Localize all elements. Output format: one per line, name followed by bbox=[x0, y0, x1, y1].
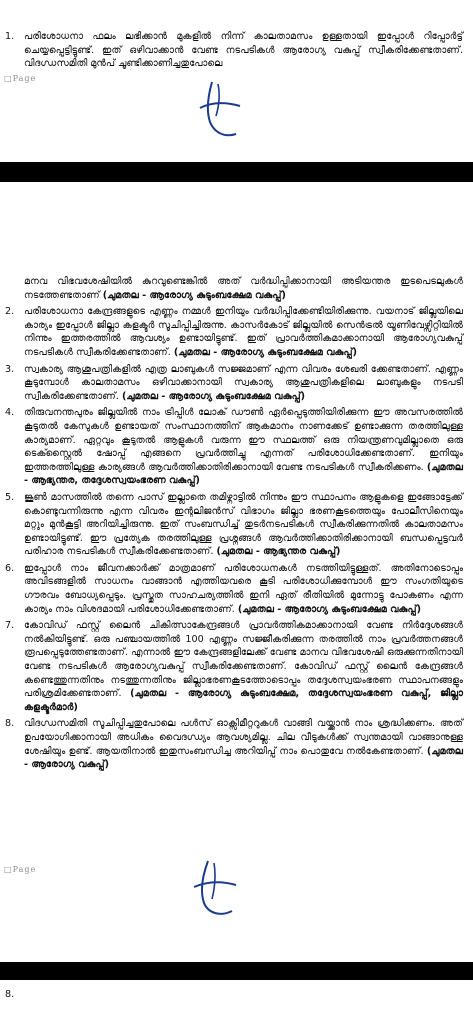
list-item-6 bbox=[0, 562, 473, 616]
document-page-3 bbox=[0, 980, 473, 1024]
item-text: സ്വകാര്യ ആശുപത്രികളിൽ എത്ര ലാബുകൾ സജ്ജമാണ് എന്ന വിവരം ശേഖരി ക്കേണ്ടതാണ്. എണ്ണം കൂടുമ്പോൾ കാലതാമസം ഒഴിവാക്കാനായി സ്വകാര്യ ആശുപത്രികളിലെ ലാബുകളും നടപടി സ്വീകരിക്കേണ്ടതാണ്. bbox=[24, 363, 463, 402]
responsibility-tag: (ചുമതല - ആരോഗ്യ കുടുംബക്ഷേമ വകുപ്പ്) bbox=[121, 390, 306, 402]
item-number: 4. bbox=[5, 407, 15, 419]
item-number: 2. bbox=[5, 306, 15, 318]
numbered-list bbox=[0, 305, 473, 772]
list-item-2 bbox=[0, 305, 473, 359]
signature bbox=[182, 857, 246, 923]
responsibility-tag: (ചുമതല - ആരോഗ്യ വകുപ്പ്) bbox=[24, 745, 463, 771]
item-number: 8. bbox=[5, 718, 15, 730]
page-label: Page bbox=[12, 865, 37, 874]
list-item-1 bbox=[0, 30, 473, 71]
item-number: 7. bbox=[5, 620, 15, 632]
signature bbox=[190, 76, 250, 146]
item-number: 3. bbox=[5, 363, 15, 375]
continuation-text: മനവ വിഭവശേഷിയിൽ കുറവുണ്ടെങ്കിൽ അത് വർദ്ധിപ്പിക്കാനായി അടിയന്തര ഇടപെടലുകൾ നടത്തേണ്ടതാണ് bbox=[24, 276, 463, 301]
item-text: വിദഗ്ധസമിതി സൂചിപ്പിച്ചതുപോലെ പൾസ് ഓക്സിമീറ്ററുകൾ വാങ്ങി വയ്ക്കാൻ നാം ശ്രദ്ധിക്കണം. അത് ഉപയോഗിക്കാനായി അധികം വൈദഗ്ധ്യം ആവശ്യമില്ല. ചില വീടുകൾക്ക് സ്വന്തമായി വാങ്ങാനുള്ള ശേഷിയും ഉണ്ട്. ആയതിനാൽ ഇതുസംബന്ധിച്ച അറിയിപ്പ് നാം പൊതുവേ നൽകേണ്ടതാണ്. bbox=[24, 718, 463, 757]
continuation-paragraph bbox=[0, 275, 473, 302]
list-item-3 bbox=[0, 363, 473, 404]
item-text: ജൂൺ മാസത്തിൽ തന്നെ പാസ് ഇല്ലാതെ തമിഴ്നാട്ടിൽ നിന്നും ഈ സ്ഥാപനം ആളുകളെ ഇങ്ങോട്ടേക്ക് കൊണ്ടുവന്നിരുന്നു എന്ന വിവരം ഇന്റലിജൻസ് വിഭാഗം ജില്ലാ ഭരണകൂടത്തെയും പോലീസിനെയും മറ്റും മുൻകൂട്ടി അറിയിച്ചിരുന്നു. ഇത് സംബന്ധിച്ച് തുടർനടപടികൾ സ്വീകരിക്കുന്നതിൽ കാലതാമസം ഉണ്ടായിട്ടുണ്ട്. ഈ പ്രത്യേക തരത്തിലുള്ള പ്രശ്നങ്ങൾ ആവർത്തിക്കാതിരിക്കാനായി ബന്ധപ്പെട്ടവർ പരിഹാര നടപടികൾ സ്വീകരിക്കേണ്ടതാണ്. bbox=[24, 491, 463, 558]
responsibility-tag: (ചുമതല - ആരോഗ്യ കുടുംബക്ഷേമ വകുപ്പ്) bbox=[102, 289, 286, 301]
responsibility-tag: (ചുമതല - ആരോഗ്യ കുടുംബക്ഷേമ വകുപ്പ്) bbox=[173, 346, 357, 358]
responsibility-tag: (ചുമതല - ആരോഗ്യ കുടുംബക്ഷേമ, തദ്ദേശസ്വയംഭരണ വകുപ്പ്, ജില്ലാ കളക്ടർമാർ) bbox=[24, 688, 463, 713]
document-page-2 bbox=[0, 182, 473, 962]
responsibility-tag: (ചുമതല - ആഭ്യന്തര, തദ്ദേശസ്വയംഭരണ വകുപ്പ്) bbox=[24, 461, 463, 487]
item-text: പരിശോധനാ ഫലം ലഭിക്കാൻ മുകളിൽ നിന്ന് കാലതാമസം ഉള്ളതായി ഇപ്പോൾ റിപ്പോർട്ട് ചെയ്യപ്പെട്ടിട്ടുണ്ട്. ഇത് ഒഴിവാക്കാൻ വേണ്ട നടപടികൾ ആരോഗ്യ വകുപ്പ് സ്വീകരിക്കേണ്ടതാണ്. വിദഗ്ധസമിതി മുൻപ് ചൂണ്ടിക്കാണിച്ചതുപോലെ bbox=[24, 31, 463, 70]
item-number: 1. bbox=[5, 31, 15, 42]
document-page-1 bbox=[0, 0, 473, 162]
item-text: തിരുവനന്തപുരം ജില്ലയിൽ നാം ട്രിപ്പിൾ ലോക് ഡൗൺ ഏർപ്പെടുത്തിയിരിക്കുന്ന ഈ അവസരത്തിൽ കൂടുതൽ കേസുകൾ ഉണ്ടായത് സംസ്ഥാനത്തിന് ആകമാനം നാണക്കേട് ഉണ്ടാക്കുന്ന തരത്തിലുള്ള കാര്യമാണ്. ഏറ്റവും കൂടുതൽ ആളുകൾ വരുന്ന ഈ സ്ഥലത്ത് ഒരു നിയന്ത്രണവുമില്ലാതെ ഒരു ടെക്സ്റ്റൈൽ ഷോപ്പ് എങ്ങനെ പ്രവർത്തിച്ചു എന്നത് പരിശോധിക്കേണ്ടതാണ്. ഇനിയും ഇത്തരത്തിലുള്ള കാര്യങ്ങൾ ആവർത്തിക്കാതിരിക്കാനായി വേണ്ട നടപടികൾ സ്വീകരിക്കണം. bbox=[24, 407, 463, 473]
list-item-8 bbox=[0, 717, 473, 771]
list-item-7 bbox=[0, 619, 473, 714]
item-number: 6. bbox=[5, 562, 15, 574]
item-number: 5. bbox=[5, 491, 15, 503]
item-text: കോവിഡ് ഫസ്റ്റ് ലൈൻ ചികിത്സാകേന്ദ്രങ്ങൾ പ്രാവർത്തികമാക്കാനായി വേണ്ട നിർദ്ദേശങ്ങൾ നൽകിയിട്ടുണ്ട്. ഒരു പഞ്ചായത്തിൽ 100 എണ്ണം സജ്ജീകരിക്കുന്ന തരത്തിൽ നാം പ്രവർത്തനങ്ങൾ രൂപപ്പെടുത്തേണ്ടതാണ്. എന്നാൽ ഈ കേന്ദ്രങ്ങളിലേക്ക് വേണ്ട മാനവ വിഭവശേഷി ഒരുക്കുന്നതിനായി വേണ്ട നടപടികൾ ആരോഗ്യവകുപ്പ് സ്വീകരിക്കേണ്ടതാണ്. കോവിഡ് ഫസ്റ്റ് ലൈൻ കേന്ദ്രങ്ങൾ കണ്ടെത്തുന്നതിനും നടത്തുന്നതിനും ജില്ലാഭരണകൂടത്തോടൊപ്പം തദ്ദേശസ്വയംഭരണ സ്ഥാപനങ്ങളും പരിശ്രമിക്കേണ്ടതാണ്. bbox=[24, 620, 463, 700]
responsibility-tag: (ചുമതല - ആഭ്യന്തര വകുപ്പ്) bbox=[216, 546, 341, 558]
page-marker: □Page bbox=[4, 74, 37, 83]
page-marker: □Page bbox=[4, 865, 37, 874]
page-label: Page bbox=[12, 74, 37, 83]
item-number: 8. bbox=[5, 989, 15, 1000]
list-item-5 bbox=[0, 491, 473, 559]
list-item-4 bbox=[0, 406, 473, 488]
item-text: പരിശോധനാ കേന്ദ്രങ്ങളുടെ എണ്ണം നമ്മൾ ഇനിയും വർദ്ധിപ്പിക്കേണ്ടിയിരിക്കുന്നു. വയനാട് ജില്ലയിലെ കാര്യം ഇപ്പോൾ ജില്ലാ കളക്ടർ സൂചിപ്പിച്ചിരുന്നു. കാസർകോട് ജില്ലയിൽ സെൻട്രൽ യൂണിവേഴ്സിറ്റിയിൽ നിന്നും ഇത്തരത്തിൽ ആവശ്യം ഉണ്ടായിട്ടുണ്ട്. ഇത് പ്രാവർത്തികമാക്കാനായി ആരോഗ്യവകുപ്പ് നടപടികൾ സ്വീകരിക്കേണ്ടതാണ്. bbox=[24, 306, 463, 358]
item-text: ഇപ്പോൾ നാം ജീവനക്കാർക്ക് മാത്രമാണ് പരിശോധനകൾ നടത്തിയിട്ടുള്ളത്. അതിനോടൊപ്പം അവിടങ്ങളിൽ സാധനം വാങ്ങാൻ എത്തിയവരെ കൂടി പരിശോധിക്കുമ്പോൾ ഈ സംഗതിയുടെ ഗൗരവം ബോധ്യപ്പെടും. പ്രസ്തുത സാഹചര്യത്തിൽ ഇനി ഏത് രീതിയിൽ മുന്നോട്ടു പോകണം എന്ന കാര്യം നാം വിശദമായി പരിശോധിക്കേണ്ടതാണ്. bbox=[24, 562, 463, 615]
responsibility-tag: (ചുമതല - ആരോഗ്യ കുടുംബക്ഷേമ വകുപ്പ്) bbox=[237, 603, 421, 615]
